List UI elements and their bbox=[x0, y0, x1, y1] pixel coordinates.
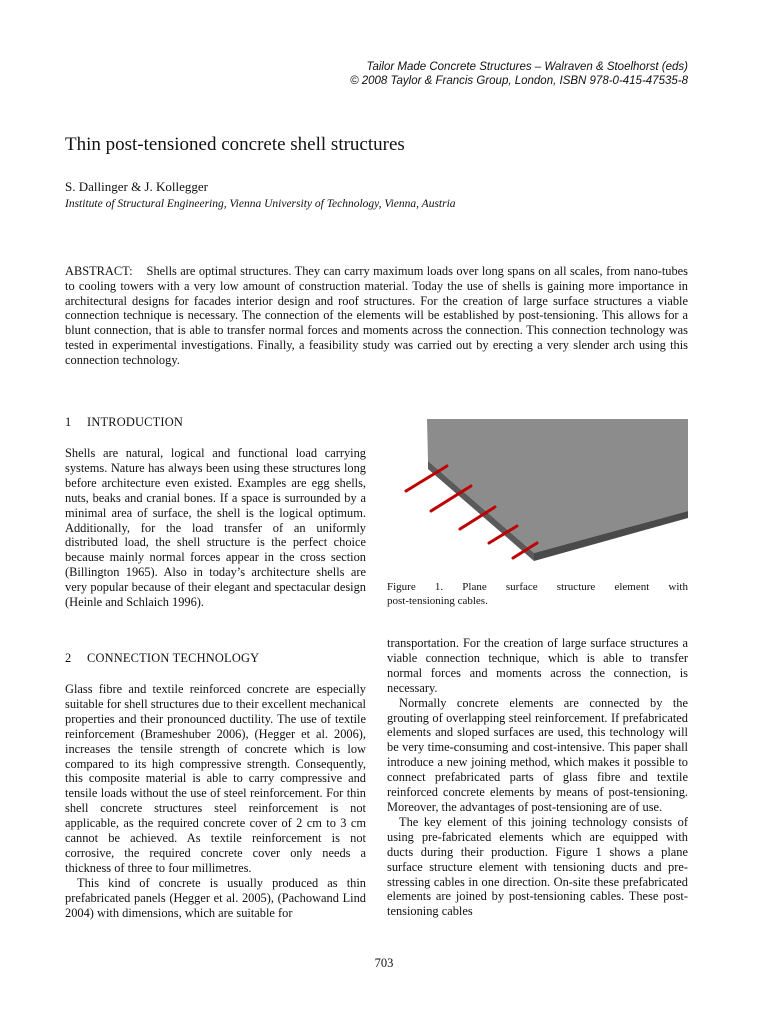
paper-title: Thin post-tensioned concrete shell structures bbox=[65, 134, 405, 155]
section-heading-connection-technology bbox=[65, 651, 259, 666]
paragraph: Normally concrete elements are connected by the grouting of overlapping steel reinforcement. If prefabricated elements and sloped surfaces are used, this technology will be very time-consuming and cost-intensive. This paper shall introduce a new joining method, which makes it possible to connect prefabricated parts of glass fibre and textile reinforced concrete elements by means of post-tensioning. Moreover, the advantages of post-tensioning are of use. bbox=[387, 695, 688, 814]
section-heading-introduction bbox=[65, 415, 183, 430]
header-line-2: © 2008 Taylor & Francis Group, London, ISBN 978-0-415-47535-8 bbox=[350, 75, 688, 87]
section-title: INTRODUCTION bbox=[87, 415, 184, 429]
section-number: 2 bbox=[65, 651, 72, 665]
paragraph: transportation. For the creation of large surface structures a viable connection technique, which is able to transfer normal forces and moments across the connection, is necessary. bbox=[387, 636, 688, 695]
connection-technology-body bbox=[65, 682, 366, 921]
authors: S. Dallinger & J. Kollegger bbox=[65, 179, 208, 194]
caption-line: post-tensioning cables. bbox=[387, 595, 488, 607]
caption-line: Figure 1. Plane surface structure element with bbox=[387, 581, 688, 593]
abstract-label: ABSTRACT: bbox=[65, 264, 133, 278]
paragraph: The key element of this joining technology consists of using pre-fabricated elements which are equipped with ducts during their production. Figure 1 shows a plane surface structure element with tensioning ducts and pre-stressing cables in one direction. On-site these prefabricated elements are joined by post-tensioning cables. These post-tensioning cables bbox=[387, 814, 688, 919]
paragraph: This kind of concrete is usually produced as thin prefabricated panels (Hegger et al. 2005), (Pachowand Lind 2004) with dimensions, which are suitable for bbox=[65, 875, 366, 920]
right-column-body bbox=[387, 636, 688, 919]
abstract-text: Shells are optimal structures. They can carry maximum loads over long spans on all scales, from nano-tubes to cooling towers with a very low amount of construction material. Today the use of shells is gaining more importance in architectural designs for facades interior design and roof structures. For the creation of large surface structures a viable connection technique is necessary. The connection of the elements will be established by post-tensioning. This allows for a blunt connection, that is able to transfer normal forces and moments across the connection. This connection technology was tested in experimental investigations. Finally, a feasibility study was carried out by erecting a very slender arch using this connection technology. bbox=[65, 264, 688, 367]
slab-top-surface bbox=[427, 419, 688, 553]
running-header bbox=[350, 60, 688, 88]
figure-1-caption bbox=[387, 580, 688, 608]
section-number: 1 bbox=[65, 415, 72, 429]
header-line-1: Tailor Made Concrete Structures – Walraven & Stoelhorst (eds) bbox=[366, 61, 688, 73]
abstract bbox=[65, 264, 688, 368]
affiliation: Institute of Structural Engineering, Vienna University of Technology, Vienna, Austria bbox=[65, 198, 456, 210]
page-number: 703 bbox=[374, 956, 394, 970]
paragraph: Glass fibre and textile reinforced concrete are especially suitable for shell structures due to their excellent mechanical properties and their pronounced ductility. The use of textile reinforcement (Brameshuber 2006), (Hegger et al. 2006), increases the tensile strength of concrete which is low compared to its high compressive strength. Consequently, this composite material is able to carry compressive and tensile loads without the use of steel reinforcement. For thin shell concrete structures steel reinforcement is not applicable, as the required concrete cover of 2 cm to 3 cm cannot be achieved. As textile reinforcement is not corrosive, the required concrete cover only needs a thickness of three to four millimetres. bbox=[65, 682, 366, 875]
introduction-body bbox=[65, 446, 366, 610]
figure-1-slab-illustration bbox=[387, 418, 689, 568]
section-title: CONNECTION TECHNOLOGY bbox=[87, 651, 260, 665]
paragraph: Shells are natural, logical and functional load carrying systems. Nature has always been using these structures long before architecture even existed. Examples are egg shells, nuts, beaks and cranial bones. If a space is surrounded by a minimal area of surface, the shell is the logical optimum. Additionally, for the load transfer of an uniformly distributed load, the shell structure is the perfect choice because mainly normal forces appear in the cross section (Billington 1965). Also in today’s architecture shells are very popular because of their elegant and spectacular design (Heinle and Schlaich 1996). bbox=[65, 446, 366, 610]
